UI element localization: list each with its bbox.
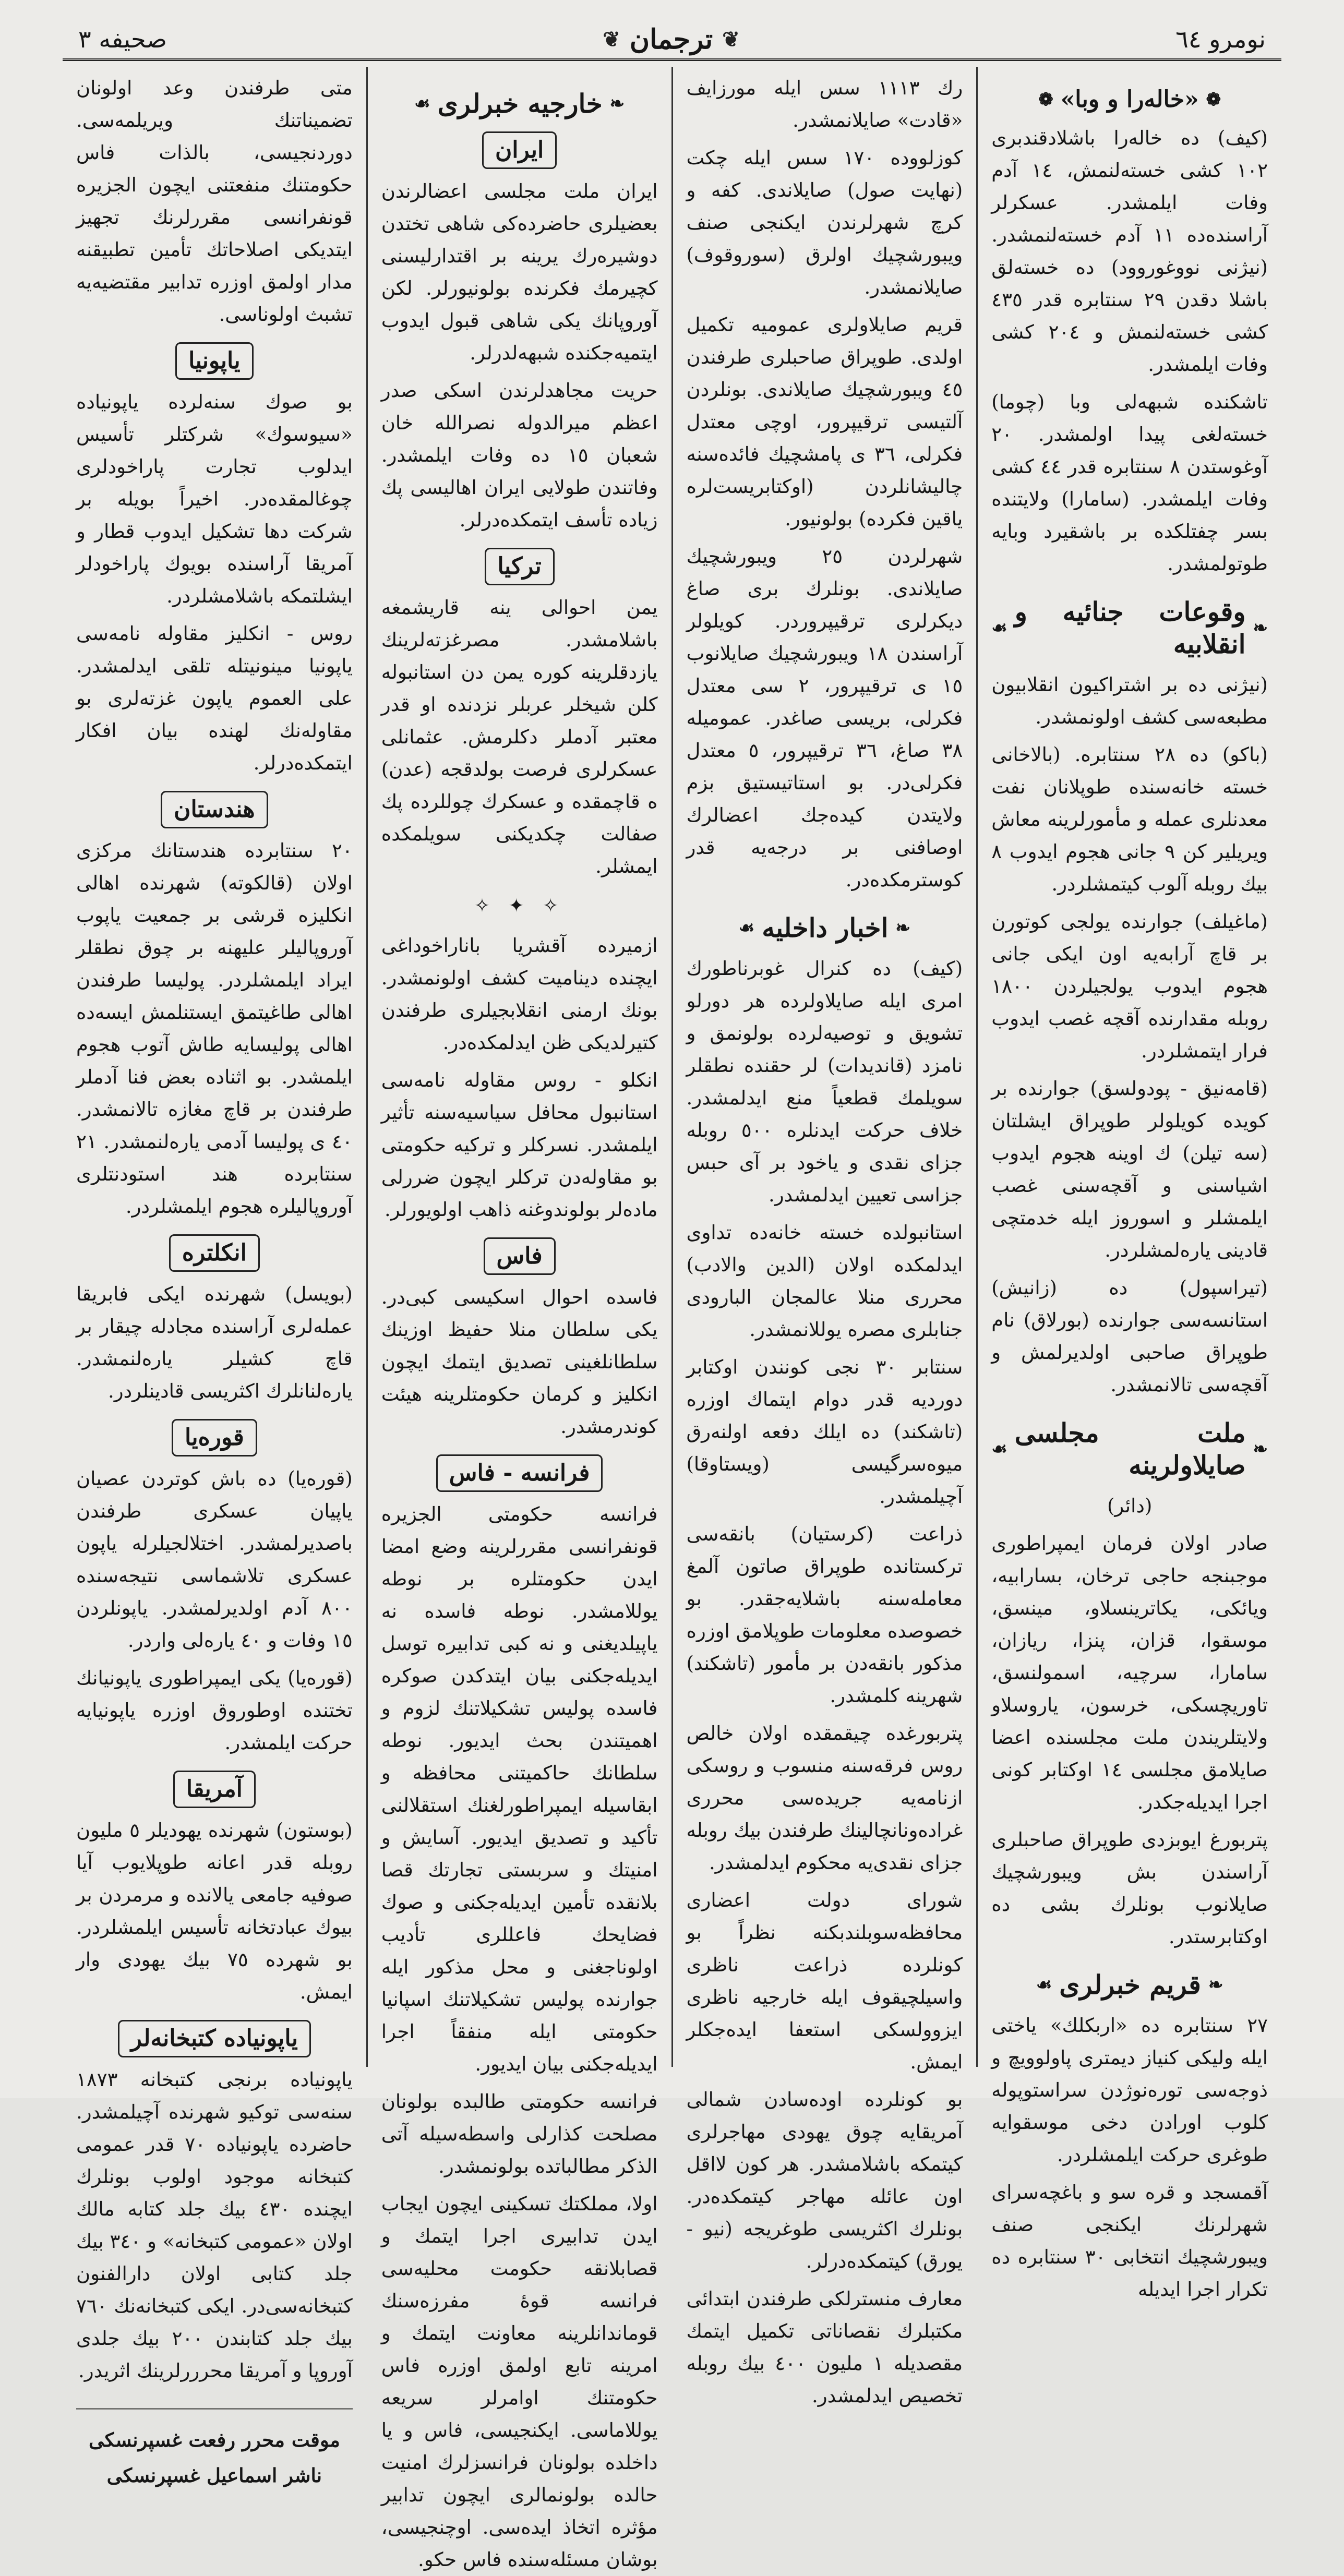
editor-line: موقت محرر رفعت غسپرنسكی bbox=[88, 2428, 340, 2451]
paragraph: (باكو) ده ٢٨ سنتابره. (بالاخانی خسته خانه‌سنده طوپلانان نفت معدنلری عمله و مأمورلرينه معاش ويريلير كن ٩ جانی هجوم ايدوب ٨ بيك روبله آلوب كيتمشلردر. bbox=[991, 743, 1268, 895]
subsection-heading: تركيا bbox=[381, 548, 658, 585]
section-heading: ❧ اخبار داخليه ☙ bbox=[738, 912, 910, 943]
paragraph: متی طرفندن وعد اولونان تضميناتنك ويريلمه‌سی. دوردنجيسی، بالذات فاس حكومتنك منفعتنی ايچون الجزيره قونفرانسی مقررلرنك تجهيز ايتديكی اصلاحاتك تأمين تطبيقنه مدار اولمق اوزره تدابير مقتضيه‌يه تشبث اولوناسی. bbox=[76, 77, 353, 326]
paragraph: بو كونلرده اوده‌سادن شمالی آمريقايه چوق يهودی مهاجرلری كيتمكه باشلامشدر. هر كون لااقل اون عائله مهاجر كيتمكده‌در. بونلرك اكثريسی طوغريجه (نيو - يورق) كيتمكده‌درلر. bbox=[686, 2088, 963, 2272]
ornament-icon: ☙ bbox=[1036, 1975, 1052, 1995]
issue-number: نومرو ٦٤ bbox=[1175, 25, 1266, 53]
paragraph: ايران ملت مجلسی اعضالرندن بعضيلری حاضرده‌كی شاهی تختدن دوشيره‌رك يرينه بر اقتدارليسنی كچيرمك فكرنده بولونيورلر. لكن آوروپانك يكی شاهی قبول ايدوب ايتميه‌جكنده شبهه‌لدرلر. bbox=[381, 180, 658, 364]
paragraph: اولا، مملكتك تسكينی ايچون ايجاب ايدن تدابيری اجرا ايتمك و قصابلانقه حكومت محليه‌سی فرانسه قوهٔ مفرزه‌سنك قوماندانلرينه معاونت ايتمك و امرينه تابع اولمق اوزره فاس حكومتنك اوامرلر سريعه يوللاماسی. ايكنجيسی، فاس و يا داخلده بولونان فرانسزلرك امنيت حالده بولونمالری ايچون تدابير مؤثره اتخاذ ايده‌سی. اوچنجيسی، بوشان مسئله‌سنده فاس حكو. bbox=[381, 2193, 658, 2571]
header-rule bbox=[63, 58, 1281, 61]
ornament-icon: ❧ bbox=[895, 918, 910, 938]
paragraph: شهرلردن ٢٥ ويبورشچيك صايلاندی. بونلرك بری صاغ ديكرلری ترقيپروردر. كويلولر آراسندن ١٨ ويبورشچيك صايلانوب ١٥ ی ترقيپرور، ٢ سی معتدل فكرلی، بريسی صاغدر. عموميله ٣٨ صاغ، ٣٦ ترقيپرور، ٥ معتدل فكرلی‌در. بو استاتيستيق بزم ولايتدن كيده‌جك اعضالرك اوصافنی بر درجه‌يه قدر كوسترمكده‌در. bbox=[686, 545, 963, 891]
subsection-heading: آمريقا bbox=[76, 1771, 353, 1808]
ornament-icon: ❧ bbox=[1208, 1975, 1223, 1995]
section-heading: ❧ قريم خبرلری ☙ bbox=[1036, 1969, 1223, 2000]
section-heading: ❧ خارجيه خبرلری ☙ bbox=[414, 88, 625, 119]
paragraph: يمن احوالی ينه قاريشمغه باشلامشدر. مصرغزته‌لرينك يازدقلرينه كوره يمن دن استانبوله كلن شيخلر عربلر نزدنده او قدر معتبر آدملر دكلرمش. عثمانلی عسكرلری فرصت بولدقجه (عدن) ه قاچمقده و عسكرك چوللرده پك صفالت چكديكنی سويلمكده ايمشلر. bbox=[381, 596, 658, 877]
ornament-icon: ❧ bbox=[609, 93, 625, 114]
paragraph: روس - انكليز مقاوله نامه‌سی ياپونيا مينونيتله تلقی ايدلمشدر. علی العموم ياپون غزته‌لری بو مقاوله‌نك لهنده بيان افكار ايتمكده‌درلر. bbox=[76, 622, 353, 774]
subsection-heading: انكلتره bbox=[76, 1234, 353, 1272]
paragraph: (كيف) ده خاله‌را باشلادقندبری ١٠٢ كشی خسته‌لنمش، ١٤ آدم وفات ايلمشدر. عسكرلر آراسنده‌ده ١١ آدم خسته‌لنمشدر. (نيژنی نووغوروود) ده خسته‌لق باشلا دقدن ٢٩ سنتابره قدر ٤٣٥ كشی خسته‌لنمش و ٢٠٤ كشی وفات ايلمشدر. bbox=[991, 127, 1268, 376]
paragraph: (كيف) ده كنرال غوبرناطورك امری ايله صايلاولرده هر دورلو تشويق و توصيه‌لرده بولونمق و نامزد (قانديدات) لر حقنده نطقلر سويلمك قطعياً منع ايدلمشدر. خلاف حركت ايدنلره ٥٠٠ روبله جزای نقدی و ياخود بر آی حبس جزاسی تعيين ايدلمشدر. bbox=[686, 957, 963, 1206]
paragraph: تاشكنده شبهه‌لی وبا (چوما) خسته‌لغی پيدا اولمشدر. ٢٠ آوغوستدن ٨ سنتابره قدر ٤٤ كشی وفات ايلمشدر. (سامارا) ولايتنده بسر چفتلكده بر باشقيرد وبايه طوتولمشدر. bbox=[991, 391, 1268, 575]
ornament-icon: ☙ bbox=[991, 1439, 1007, 1460]
paragraph: كوزلووده ١٧٠ سس ايله چكت (نهايت صول) صايلاندی. كفه و كرچ شهرلرندن ايكنجی صنف ويبورشچيك اولرق (سوروقوف) صايلانمشدر. bbox=[686, 147, 963, 298]
subheading: (دائر) bbox=[1107, 1495, 1153, 1517]
paragraph: (قامه‌نيق - پودولسق) جوارنده بر كويده كويلولر طوپراق ايشلتان (سه تيلن) ك اوينه هجوم ايدوب اشياسنی و آقچه‌سنی غصب ايلمشلر و اسوروز ايله خدمتچی قادينی ياره‌لمشلردر. bbox=[991, 1077, 1268, 1261]
paragraph: انكلو - روس مقاوله نامه‌سی استانبول محافل سياسيه‌سنه تأثير ايلمشدر. نسركلر و تركيه حكومتی بو مقاوله‌دن تركلر ايچون ضررلی ماده‌لر بولوندوغنه ذاهب اولويورلر. bbox=[381, 1069, 658, 1221]
imprint bbox=[76, 2408, 353, 2491]
paragraph: فاسده احوال اسكيسی كبی‌در. يكی سلطان منلا حفيظ اوزينك سلطانلغينی تصديق ايتمك ايچون انكليز و كرمان حكومتلرينه هيئت كوندرمشدر. bbox=[381, 1286, 658, 1438]
paragraph: قريم صايلاولری عموميه تكميل اولدی. طوپراق صاحبلری طرفندن ٤٥ ويبورشچيك صايلاندی. بونلردن آلتيسی ترقيپرور، اوچی معتدل فكرلی، ٣٦ ی پامشچيك فائده‌سنه چاليشانلردن (اوكتابريست‌لره ياقين فكرده) بولونيور. bbox=[686, 314, 963, 530]
section-heading: ❧ ملت مجلسی صايلاولرينه ☙ bbox=[991, 1417, 1268, 1480]
paragraph: رك ١١١٣ سس ايله مورزايف «قادت» صايلانمشدر. bbox=[686, 77, 963, 131]
paragraph: فرانسه حكومتی الجزيره قونفرانسی مقررلرينه وضع امضا ايدن حكومتلره بر نوطه يوللامشدر. نوطه فاسده نه ياپيلديغنی و نه كبی تدابيره توسل ايديله‌جكنی بيان ايتدكدن صوكره فاسده پولیس تشكيلاتنك لزوم و اهميتندن بحث ايديور. نوطه سلطانك حاكميتنی محافظه و ابقاسيله ايمپراطورلغنك استقلالنی تأكيد و تصديق ايديور. آسايش و امنيتك و سربستی تجارتك قصا بلانقده تأمين ايديله‌جكنی و صوك فضايحك فاعللری تأديب اولوناجغنی و محل مذكور ايله جوارنده پولیس تشكيلاتنك اسپانيا حكومتی ايله منفقاً اجرا ايديله‌جكنی بيان ايديور. bbox=[381, 1503, 658, 2075]
page-header bbox=[78, 21, 1266, 57]
ornament-icon: ❦ bbox=[603, 27, 620, 52]
subsection-heading: فاس bbox=[381, 1237, 658, 1275]
paragraph: ازميرده آقشريا باناراخوداغی ايچنده ديناميت كشف اولونمشدر. بونك ارمنی انقلابجيلری طرفندن كتيرلديكی ظن ايدلمكده‌در. bbox=[381, 934, 658, 1054]
masthead bbox=[603, 23, 739, 55]
paragraph: (قوره‌يا) يكی ايمپراطوری ياپونيانك تختنده اوطوروق اوزره ياپونيايه حركت ايلمشدر. bbox=[76, 1667, 353, 1754]
section-heading: ❁ «خاله‌را و وبا» ❁ bbox=[991, 83, 1268, 116]
paragraph: آقمسجد و قره سو و باغچه‌سرای شهرلرنك ايكنجی صنف ويبورشچيك انتخابی ٣٠ سنتابره ده تكرار اجرا ايديله‌ bbox=[991, 2181, 1268, 2301]
paragraph: (نيژنی ده بر اشتراكيون انقلابيون مطبعه‌سی كشف اولونمشدر. bbox=[991, 673, 1268, 728]
paragraph: حريت مجاهدلرندن اسكی صدر اعظم ميرالدوله نصرالله خان شعبان ١٥ ده وفات ايلمشدر. وفاتندن طولايی ايران اهاليسی پك زياده تأسف ايتمكده‌درلر. bbox=[381, 379, 658, 531]
ornament-icon: ☙ bbox=[738, 918, 755, 938]
paragraph: استانبولده خسته خانه‌ده تداوی ايدلمكده اولان (الدين والادب) محرری منلا عالمجان البارودی جنابلری مصره يوللانمشدر. bbox=[686, 1221, 963, 1341]
subsection-heading: ياپونيا bbox=[76, 342, 353, 380]
ornament-icon: ☙ bbox=[991, 618, 1007, 639]
ornament-icon: ☙ bbox=[414, 93, 430, 114]
column-1 bbox=[976, 67, 1281, 2301]
paragraph: ٢٧ سنتابره ده «اربكلك» ياختی ايله وليكی كنياز ديمتری پاولوويچ و ذوجه‌سی توره‌نوژدن سراستوپوله كلوب اورادن دخی موسقوايه طوغری حركت ايلمشلردر. bbox=[991, 2014, 1268, 2166]
ornament-icon: ❦ bbox=[722, 27, 740, 52]
page-number: صحيفه ٣ bbox=[78, 25, 167, 53]
subsection-heading: فرانسه - فاس bbox=[381, 1454, 658, 1492]
paragraph: معارف منسترلكی طرفندن ابتدائی مكتبلرك نقصاناتی تكميل ايتمك مقصديله ١ مليون ٤٠٠ بيك روبله تخصيص ايدلمشدر. bbox=[686, 2288, 963, 2407]
column-4 bbox=[63, 67, 366, 2487]
paragraph: شورای دولت اعضاری محافظه‌سوبلندبكنه نظراً بو كونلرده ذراعت ناظری واسيلچيقوف ايله خارجيه ناظری ايزوولسكی استعفا ايده‌جكلر ايمش. bbox=[686, 1889, 963, 2073]
ornament-icon: ❧ bbox=[1253, 618, 1268, 639]
paragraph: (قوره‌يا) ده باش كوتردن عصيان ياپيان عسكری طرفندن باصديرلمشدر. اختلالجيلرله ياپون عسكری تلاشماسی نتيجه‌سنده ٨٠٠ آدم اولديرلمشدر. ياپونلردن ١٥ وفات و ٤٠ ياره‌لی واردر. bbox=[76, 1467, 353, 1652]
paragraph: ٢٠ سنتابرده هندستانك مركزی اولان (قالكوته) شهرنده اهالی انكليزه قرشی بر جمعيت ياپوب آوروپاليلر عليهنه بر چوق نطقلر ايراد ايلمشلردر. پوليسا طرفندن اهالی طاغيتمق ايستنلمش ايسه‌ده اهالی پوليسايه طاش آتوب هجوم ايلمشدر. بو اثناده بعض فنا آدملر طرفندن بر قاچ مغازه تالانمشدر. ٤٠ ی پوليسا آدمی ياره‌لنمشدر. ٢١ سنتابرده هند استودنتلری آوروپاليلره هجوم ايلمشلردر. bbox=[76, 839, 353, 1218]
paragraph: ذراعت (كرستيان) بانقه‌سی تركستانده طوپراق صاتون آلمغ معامله‌سنه باشلايه‌جقدر. بو خصوصده معلومات طوپلامق اوزره مذكور بانقه‌دن بر مأمور (تاشكند) شهرينه كلمشدر. bbox=[686, 1523, 963, 1707]
ornament-icon: ❧ bbox=[1253, 1439, 1268, 1460]
subsection-heading: هندستان bbox=[76, 791, 353, 828]
subsection-heading: ياپونياده كتبخانه‌لر bbox=[76, 2020, 353, 2057]
subsection-heading: قوره‌يا bbox=[76, 1419, 353, 1456]
paragraph: پتربورغده چيقمقده اولان خالص روس فرقه‌سنه منسوب و روسكی ازنامه‌يه جريده‌سی محرری غراده‌ونانچالينك طرفندن بيك روبله جزای نقدی‌يه محكوم ايدلمشدر. bbox=[686, 1722, 963, 1874]
paragraph: صادر اولان فرمان ايمپراطوری موجبنجه حاجی ترخان، بسارابيه، ويائكی، يكاترينسلاو، مينسق، موسقوا، قزان، پنزا، ريازان، سامارا، سرچيه، اسمولنسق، تاوريچسكی، خرسون، ياروسلاو ولايتلريندن ملت مجلسنده اعضا صايلامق مجلسی ١٤ اوكتابر كونی اجرا ايديله‌جكدر. bbox=[991, 1532, 1268, 1813]
column-2 bbox=[671, 67, 977, 2407]
subsection-heading: ايران bbox=[381, 131, 658, 169]
paragraph: (ماغيلف) جوارنده يولجی كوتورن بر قاچ آرابه‌يه اون ايكی جانی هجوم ايدوب يولجيلردن ١٨٠٠ روبله مقدارنده آقچه غصب ايدوب فرار ايتمشلردر. bbox=[991, 910, 1268, 1062]
paragraph: پتربورغ ايوبزدی طوپراق صاحبلری آراسندن بش ويبورشچيك صايلانوب بونلرك بشی ده اوكتابرستدر. bbox=[991, 1828, 1268, 1948]
paragraph: سنتابر ٣٠ نجی كونندن اوكتابر دورديه قدر دوام ايتماك اوزره (تاشكند) ده ايلك دفعه اولنه‌رق ميوه‌سرگيسی (ويستاوقا) آچيلمشدر. bbox=[686, 1356, 963, 1508]
separator: ✧ ✦ ✧ bbox=[474, 895, 565, 917]
section-heading: ❧ وقوعات جنائيه و انقلابيه ☙ bbox=[991, 596, 1268, 659]
column-3 bbox=[366, 67, 671, 2571]
paragraph: فرانسه حكومتی طالبده بولونان مصلحت كذارلی واسطه‌سيله آتی الذكر مطالباتده بولونمشدر. bbox=[381, 2090, 658, 2177]
paragraph: ياپونياده برنجی كتبخانه ١٨٧٣ سنه‌سی توكيو شهرنده آچيلمشدر. حاضرده ياپونياده ٧٠ قدر عمومی كتبخانه موجود اولوب بونلرك ايچنده ٤٣٠ بيك جلد كتابه مالك اولان «عمومی كتبخانه» و ٣٤٠ بيك جلد كتابی اولان دارالفنون كتبخانه‌سی‌در. ايكی كتبخانه‌نك ٧٦٠ بيك جلد كتابندن ٢٠٠ بيك جلدی آوروپا و آمريقا محرررلرينك اثريدر. bbox=[76, 2068, 353, 2382]
newspaper-title: ترجمان bbox=[629, 23, 713, 55]
paragraph: بو صوك سنه‌لرده ياپونياده «سيوسوك» شركتلر تأسيس ايدلوب تجارت پاراخودلری چوغالمقده‌در. اخيراً بويله بر شركت دها تشكيل ايدوب قطار و آمريقا آراسنده بويوك پاراخودلر ايشلتمكه باشلامشلردر. bbox=[76, 391, 353, 607]
paragraph: (تيراسپول) ده (زانيش) استانسه‌سی جوارنده (بورلاق) نام طوپراق صاحبی اولديرلمش و آقچه‌سی تالانمشدر. bbox=[991, 1277, 1268, 1396]
ornament-icon: ❁ bbox=[1206, 89, 1221, 110]
paragraph: (بوستون) شهرنده يهوديلر ٥ مليون روبله قدر اعانه طوپلايوب آيا صوفيه جامعی يالانده و مرمردن بر بيوك عبادتخانه تأسيس ايلمشلردر. بو شهرده ٧٥ بيك يهودی وار ايمش. bbox=[76, 1819, 353, 2003]
publisher-line: ناشر اسماعيل غسپرنسكی bbox=[106, 2464, 322, 2487]
ornament-icon: ❁ bbox=[1038, 89, 1053, 110]
article-columns bbox=[63, 67, 1281, 2571]
paragraph: (بويسل) شهرنده ايكی فابريقا عمله‌لری آراسنده مجادله چيقار بر قاچ كشيلر ياره‌لنمشدر. ياره‌لنانلرك اكثريسی قادينلردر. bbox=[76, 1283, 353, 1402]
